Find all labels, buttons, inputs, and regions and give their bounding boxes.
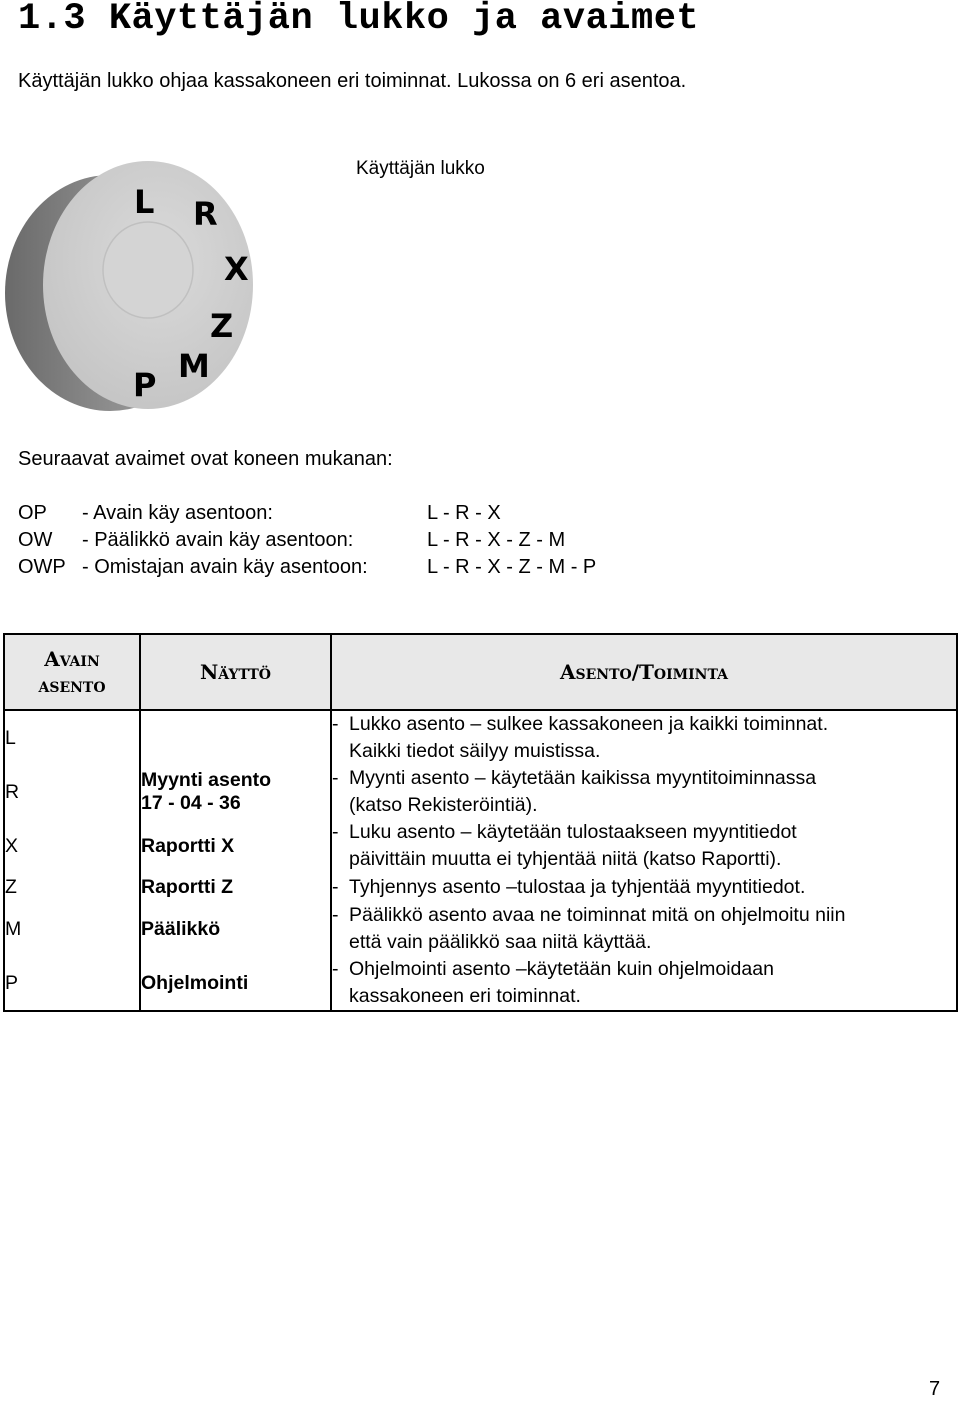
row-display-line1: Päälikkö bbox=[141, 917, 221, 940]
row-description-line2: kassakoneen eri toiminnat. bbox=[349, 985, 581, 1007]
lock-keyhole-area bbox=[103, 222, 193, 318]
row-description-line1: Päälikkö asento avaa ne toiminnat mitä on ohjelmoitu niin bbox=[349, 904, 846, 926]
key-code: OP bbox=[18, 502, 47, 524]
key-positions: L - R - X bbox=[427, 502, 501, 524]
key-description: - Avain käy asentoon: bbox=[82, 502, 273, 524]
row-position: L bbox=[4, 710, 140, 765]
row-display-line1: Raportti X bbox=[141, 834, 235, 857]
header-function: Asento/Toiminta bbox=[331, 634, 957, 710]
row-display-line1: Ohjelmointi bbox=[141, 971, 249, 994]
lock-letter-z: Z bbox=[210, 307, 234, 345]
row-display bbox=[140, 710, 331, 765]
header-key-position-line2: asento bbox=[38, 673, 106, 697]
row-description-line2: (katso Rekisteröintiä). bbox=[349, 794, 538, 816]
key-positions: L - R - X - Z - M bbox=[427, 529, 566, 551]
page-title: 1.3 Käyttäjän lukko ja avaimet bbox=[18, 0, 700, 40]
row-description-line1: Luku asento – käytetään tulostaakseen myyntitiedot bbox=[349, 821, 797, 843]
key-list bbox=[18, 500, 596, 581]
row-position: X bbox=[4, 819, 140, 873]
lock-letter-m: M bbox=[178, 347, 210, 385]
row-description: - Lukko asento – sulkee kassakoneen ja kaikki toiminnat. Kaikki tiedot säilyy muistissa. bbox=[331, 710, 957, 765]
row-description: - Luku asento – käytetään tulostaakseen myyntitiedot päivittäin muutta ei tyhjentää niitä (katso Raportti). bbox=[331, 819, 957, 873]
row-display bbox=[140, 819, 331, 873]
row-description: - Ohjelmointi asento –käytetään kuin ohjelmoidaan kassakoneen eri toiminnat. bbox=[331, 956, 957, 1011]
row-description-line1: Ohjelmointi asento –käytetään kuin ohjelmoidaan bbox=[349, 958, 774, 980]
header-display: Näyttö bbox=[140, 634, 331, 710]
key-code: OWP bbox=[18, 556, 66, 578]
row-description-line2: että vain päälikkö saa niitä käyttää. bbox=[349, 931, 652, 953]
row-description: - Päälikkö asento avaa ne toiminnat mitä on ohjelmoitu niin että vain päälikkö saa niitä käyttää. bbox=[331, 902, 957, 956]
row-display bbox=[140, 873, 331, 902]
row-description-line1: Tyhjennys asento –tulostaa ja tyhjentää myyntitiedot. bbox=[349, 876, 806, 898]
row-display-line1: Raportti Z bbox=[141, 876, 234, 898]
lock-letter-p: P bbox=[133, 366, 157, 404]
table-row bbox=[4, 819, 957, 873]
key-code: OW bbox=[18, 529, 53, 551]
key-description: - Omistajan avain käy asentoon: bbox=[82, 556, 368, 578]
header-key-position-line1: Avain bbox=[44, 647, 100, 671]
key-row bbox=[18, 527, 596, 554]
table-row bbox=[4, 765, 957, 819]
row-display bbox=[140, 765, 331, 819]
key-description: - Päälikkö avain käy asentoon: bbox=[82, 529, 354, 551]
row-display-line2: 17 - 04 - 36 bbox=[141, 792, 241, 814]
table-row bbox=[4, 710, 957, 765]
row-position: P bbox=[4, 956, 140, 1011]
keys-intro: Seuraavat avaimet ovat koneen mukanan: bbox=[18, 448, 393, 470]
key-positions: L - R - X - Z - M - P bbox=[427, 556, 597, 578]
lock-letter-x: X bbox=[224, 250, 249, 288]
row-display-line1: Myynti asento bbox=[141, 769, 272, 791]
table-row bbox=[4, 902, 957, 956]
row-description-line1: Myynti asento – käytetään kaikissa myyntitoiminnassa bbox=[349, 767, 817, 789]
row-position: R bbox=[4, 765, 140, 819]
lock-illustration bbox=[0, 145, 260, 415]
header-key-position bbox=[4, 634, 140, 710]
lock-letter-l: L bbox=[134, 183, 155, 221]
row-display bbox=[140, 956, 331, 1011]
row-description: - Myynti asento – käytetään kaikissa myyntitoiminnassa (katso Rekisteröintiä). bbox=[331, 765, 957, 819]
table-header-row bbox=[4, 634, 957, 710]
page-number: 7 bbox=[929, 1378, 941, 1400]
lock-caption: Käyttäjän lukko bbox=[356, 158, 485, 179]
table-row bbox=[4, 873, 957, 902]
intro-text: Käyttäjän lukko ohjaa kassakoneen eri toiminnat. Lukossa on 6 eri asentoa. bbox=[18, 70, 687, 92]
row-description: - Tyhjennys asento –tulostaa ja tyhjentää myyntitiedot. bbox=[331, 873, 957, 902]
row-description-line1: Lukko asento – sulkee kassakoneen ja kaikki toiminnat. bbox=[349, 713, 829, 735]
row-display bbox=[140, 902, 331, 956]
row-description-line2: päivittäin muutta ei tyhjentää niitä (katso Raportti). bbox=[349, 848, 782, 870]
key-row bbox=[18, 500, 596, 527]
row-position: M bbox=[4, 902, 140, 956]
row-position: Z bbox=[4, 873, 140, 902]
table-row bbox=[4, 956, 957, 1011]
lock-letter-r: R bbox=[193, 195, 218, 233]
row-description-line2: Kaikki tiedot säilyy muistissa. bbox=[349, 740, 601, 762]
lock-positions-table bbox=[3, 633, 958, 1012]
key-row bbox=[18, 554, 596, 581]
